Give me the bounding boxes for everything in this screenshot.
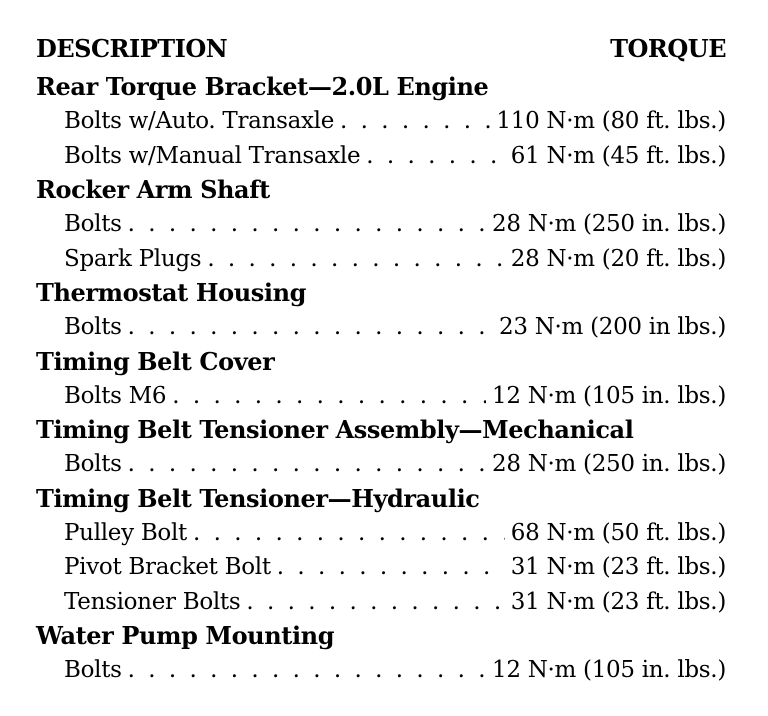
spec-label: Spark Plugs [64,245,202,272]
section-water-pump-mounting [36,619,726,688]
dot-leader [246,585,504,620]
section-rear-torque-bracket [36,70,726,173]
spec-label: Pulley Bolt [64,519,187,546]
spec-value: 31 N·m (23 ft. lbs.) [510,554,726,580]
spec-value: 12 N·m (105 in. lbs.) [492,382,726,409]
spec-label: Bolts w/Manual Transaxle [64,142,361,169]
torque-column-header: TORQUE [610,34,726,63]
spec-label: Pivot Bracket Bolt [64,554,271,580]
section-title: Thermostat Housing [36,278,307,307]
spec-row [36,653,726,688]
dot-leader [340,104,490,139]
spec-value: 23 N·m (200 in lbs.) [499,314,726,340]
section-title: Rocker Arm Shaft [36,175,270,204]
spec-label: Bolts M6 [64,382,167,409]
spec-row [36,242,726,277]
spec-label: Bolts [64,451,122,477]
section-timing-belt-tensioner-mechanical [36,413,726,482]
spec-value: 68 N·m (50 ft. lbs.) [510,519,726,546]
dot-leader [193,516,505,551]
spec-value: 28 N·m (20 ft. lbs.) [510,245,726,272]
spec-row [36,104,726,139]
dot-leader [128,207,486,242]
dot-leader [207,242,504,277]
dot-leader [128,653,486,688]
section-timing-belt-cover [36,345,726,414]
section-timing-belt-tensioner-hydraulic [36,482,726,620]
spec-row [36,379,726,414]
spec-value: 61 N·m (45 ft. lbs.) [510,142,726,169]
spec-value: 28 N·m (250 in. lbs.) [492,211,726,237]
section-title: Timing Belt Cover [36,346,275,376]
section-title: Rear Torque Bracket—2.0L Engine [36,72,489,101]
spec-value: 12 N·m (105 in. lbs.) [492,657,726,683]
spec-label: Bolts [64,314,122,340]
spec-value: 110 N·m (80 ft. lbs.) [496,108,726,134]
dot-leader [366,139,504,174]
dot-leader [128,310,493,345]
dot-leader [277,550,505,585]
spec-label: Bolts [64,657,122,683]
spec-label: Tensioner Bolts [64,588,241,615]
spec-row [36,310,726,345]
spec-label: Bolts [64,211,122,237]
spec-row [36,516,726,551]
torque-spec-table [36,34,726,688]
section-title: Water Pump Mounting [36,621,335,650]
section-title: Timing Belt Tensioner Assembly—Mechanical [36,415,634,444]
table-header [36,34,726,70]
spec-value: 31 N·m (23 ft. lbs.) [510,588,726,615]
section-title: Timing Belt Tensioner—Hydraulic [36,483,480,513]
spec-row [36,207,726,242]
spec-row [36,550,726,585]
dot-leader [128,447,486,482]
spec-row [36,585,726,620]
spec-value: 28 N·m (250 in. lbs.) [492,451,726,477]
spec-label: Bolts w/Auto. Transaxle [64,108,335,134]
spec-row [36,447,726,482]
dot-leader [172,379,486,414]
section-thermostat-housing [36,276,726,345]
section-rocker-arm-shaft [36,173,726,276]
description-column-header: DESCRIPTION [36,34,228,63]
spec-row [36,139,726,174]
